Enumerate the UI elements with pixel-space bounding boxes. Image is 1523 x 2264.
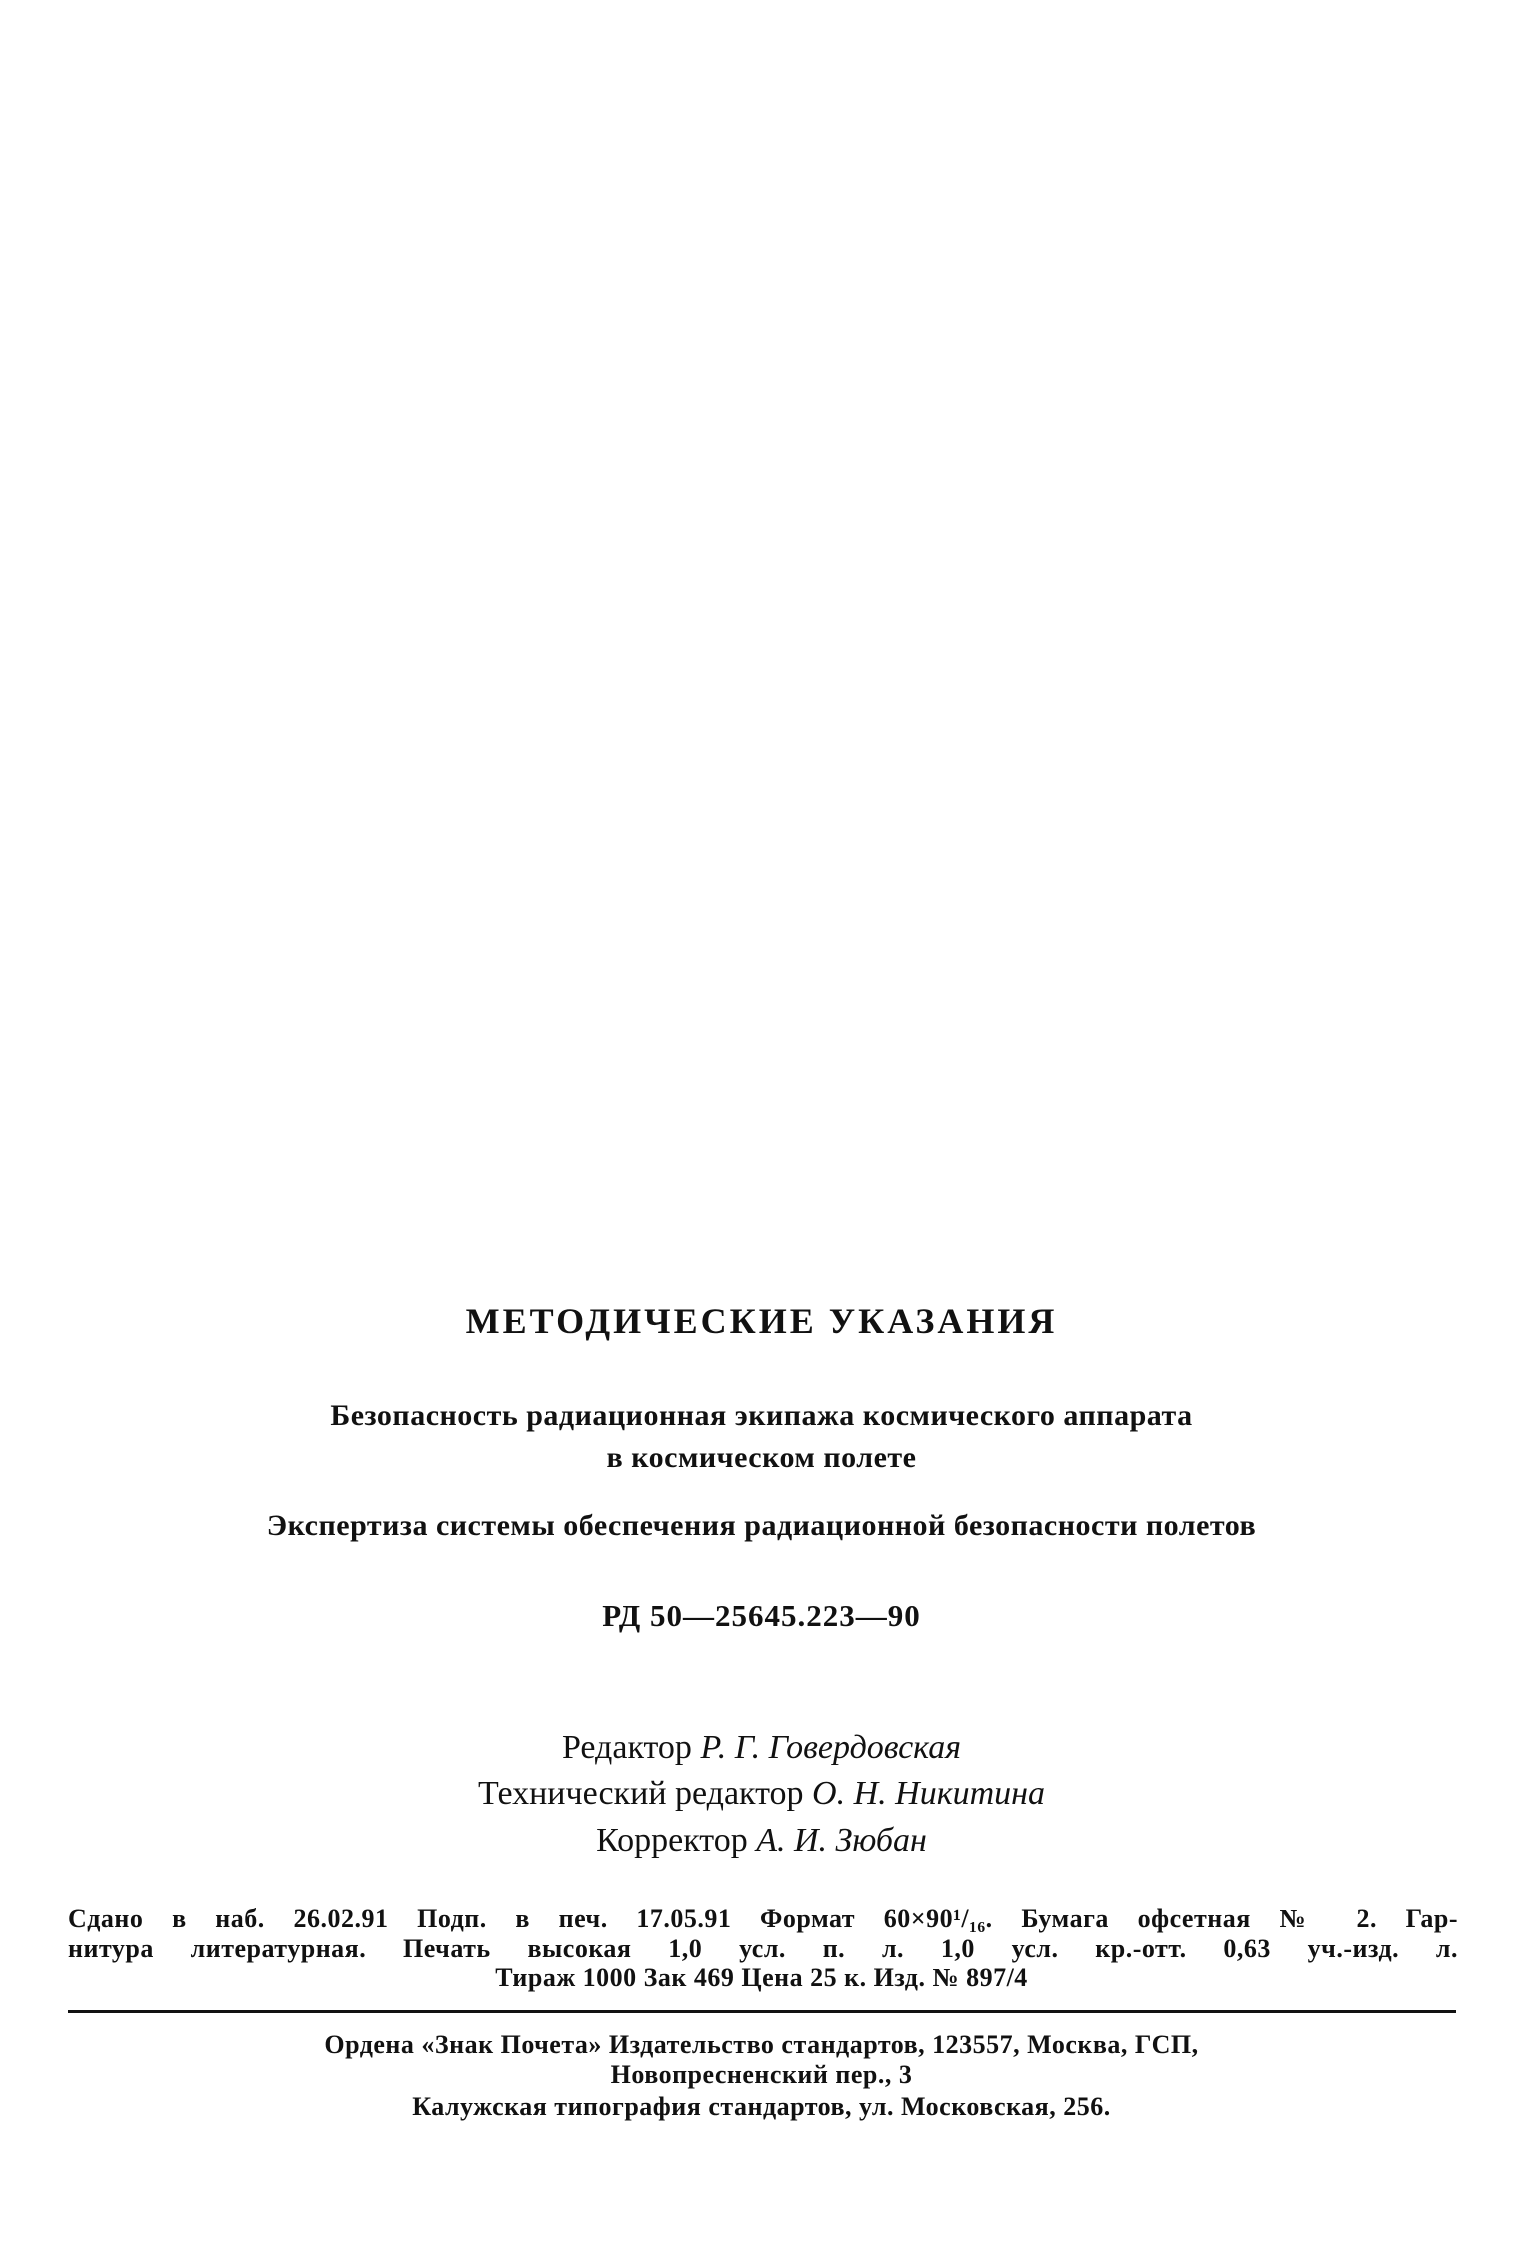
subtitle-line-2: в космическом полете <box>606 1441 917 1474</box>
horizontal-divider <box>68 2010 1456 2013</box>
credit-role: Редактор <box>561 1729 692 1766</box>
credit-role: Корректор <box>596 1822 748 1859</box>
imprint-line-1: Сдано в наб. 26.02.91 Подп. в печ. 17.05.91 Формат 60×90¹/₁₆. Бумага офсетная № 2. Гар- <box>68 1904 1458 1933</box>
subtitle-line-1: Безопасность радиационная экипажа космического аппарата <box>330 1399 1193 1432</box>
credit-proofreader <box>0 1822 1523 1860</box>
publisher-line-3: Калужская типография стандартов, ул. Московская, 256. <box>412 2092 1111 2121</box>
credit-technical-editor <box>0 1775 1523 1813</box>
imprint-line-1-wrapper <box>68 1903 1458 1934</box>
page-heading: МЕТОДИЧЕСКИЕ УКАЗАНИЯ <box>465 1301 1058 1341</box>
credit-editor <box>0 1729 1523 1767</box>
credit-role: Технический редактор <box>477 1775 804 1812</box>
credit-name: О. Н. Никитина <box>812 1775 1046 1812</box>
document-code: РД 50—25645.223—90 <box>602 1598 921 1633</box>
imprint-line-2: нитура литературная. Печать высокая 1,0 усл. п. л. 1,0 усл. кр.-отт. 0,63 уч.-изд. л. <box>68 1934 1458 1963</box>
credit-name: А. И. Зюбан <box>756 1822 927 1859</box>
imprint-line-2-wrapper <box>68 1933 1458 1964</box>
credit-name: Р. Г. Говердовская <box>700 1729 962 1766</box>
publisher-line-1: Ордена «Знак Почета» Издательство стандартов, 123557, Москва, ГСП, <box>324 2030 1199 2059</box>
publisher-line-2: Новопресненский пер., 3 <box>610 2060 913 2089</box>
imprint-line-3: Тираж 1000 Зак 469 Цена 25 к. Изд. № 897/4 <box>495 1963 1028 1992</box>
subtitle-line-3: Экспертиза системы обеспечения радиационной безопасности полетов <box>266 1509 1257 1542</box>
